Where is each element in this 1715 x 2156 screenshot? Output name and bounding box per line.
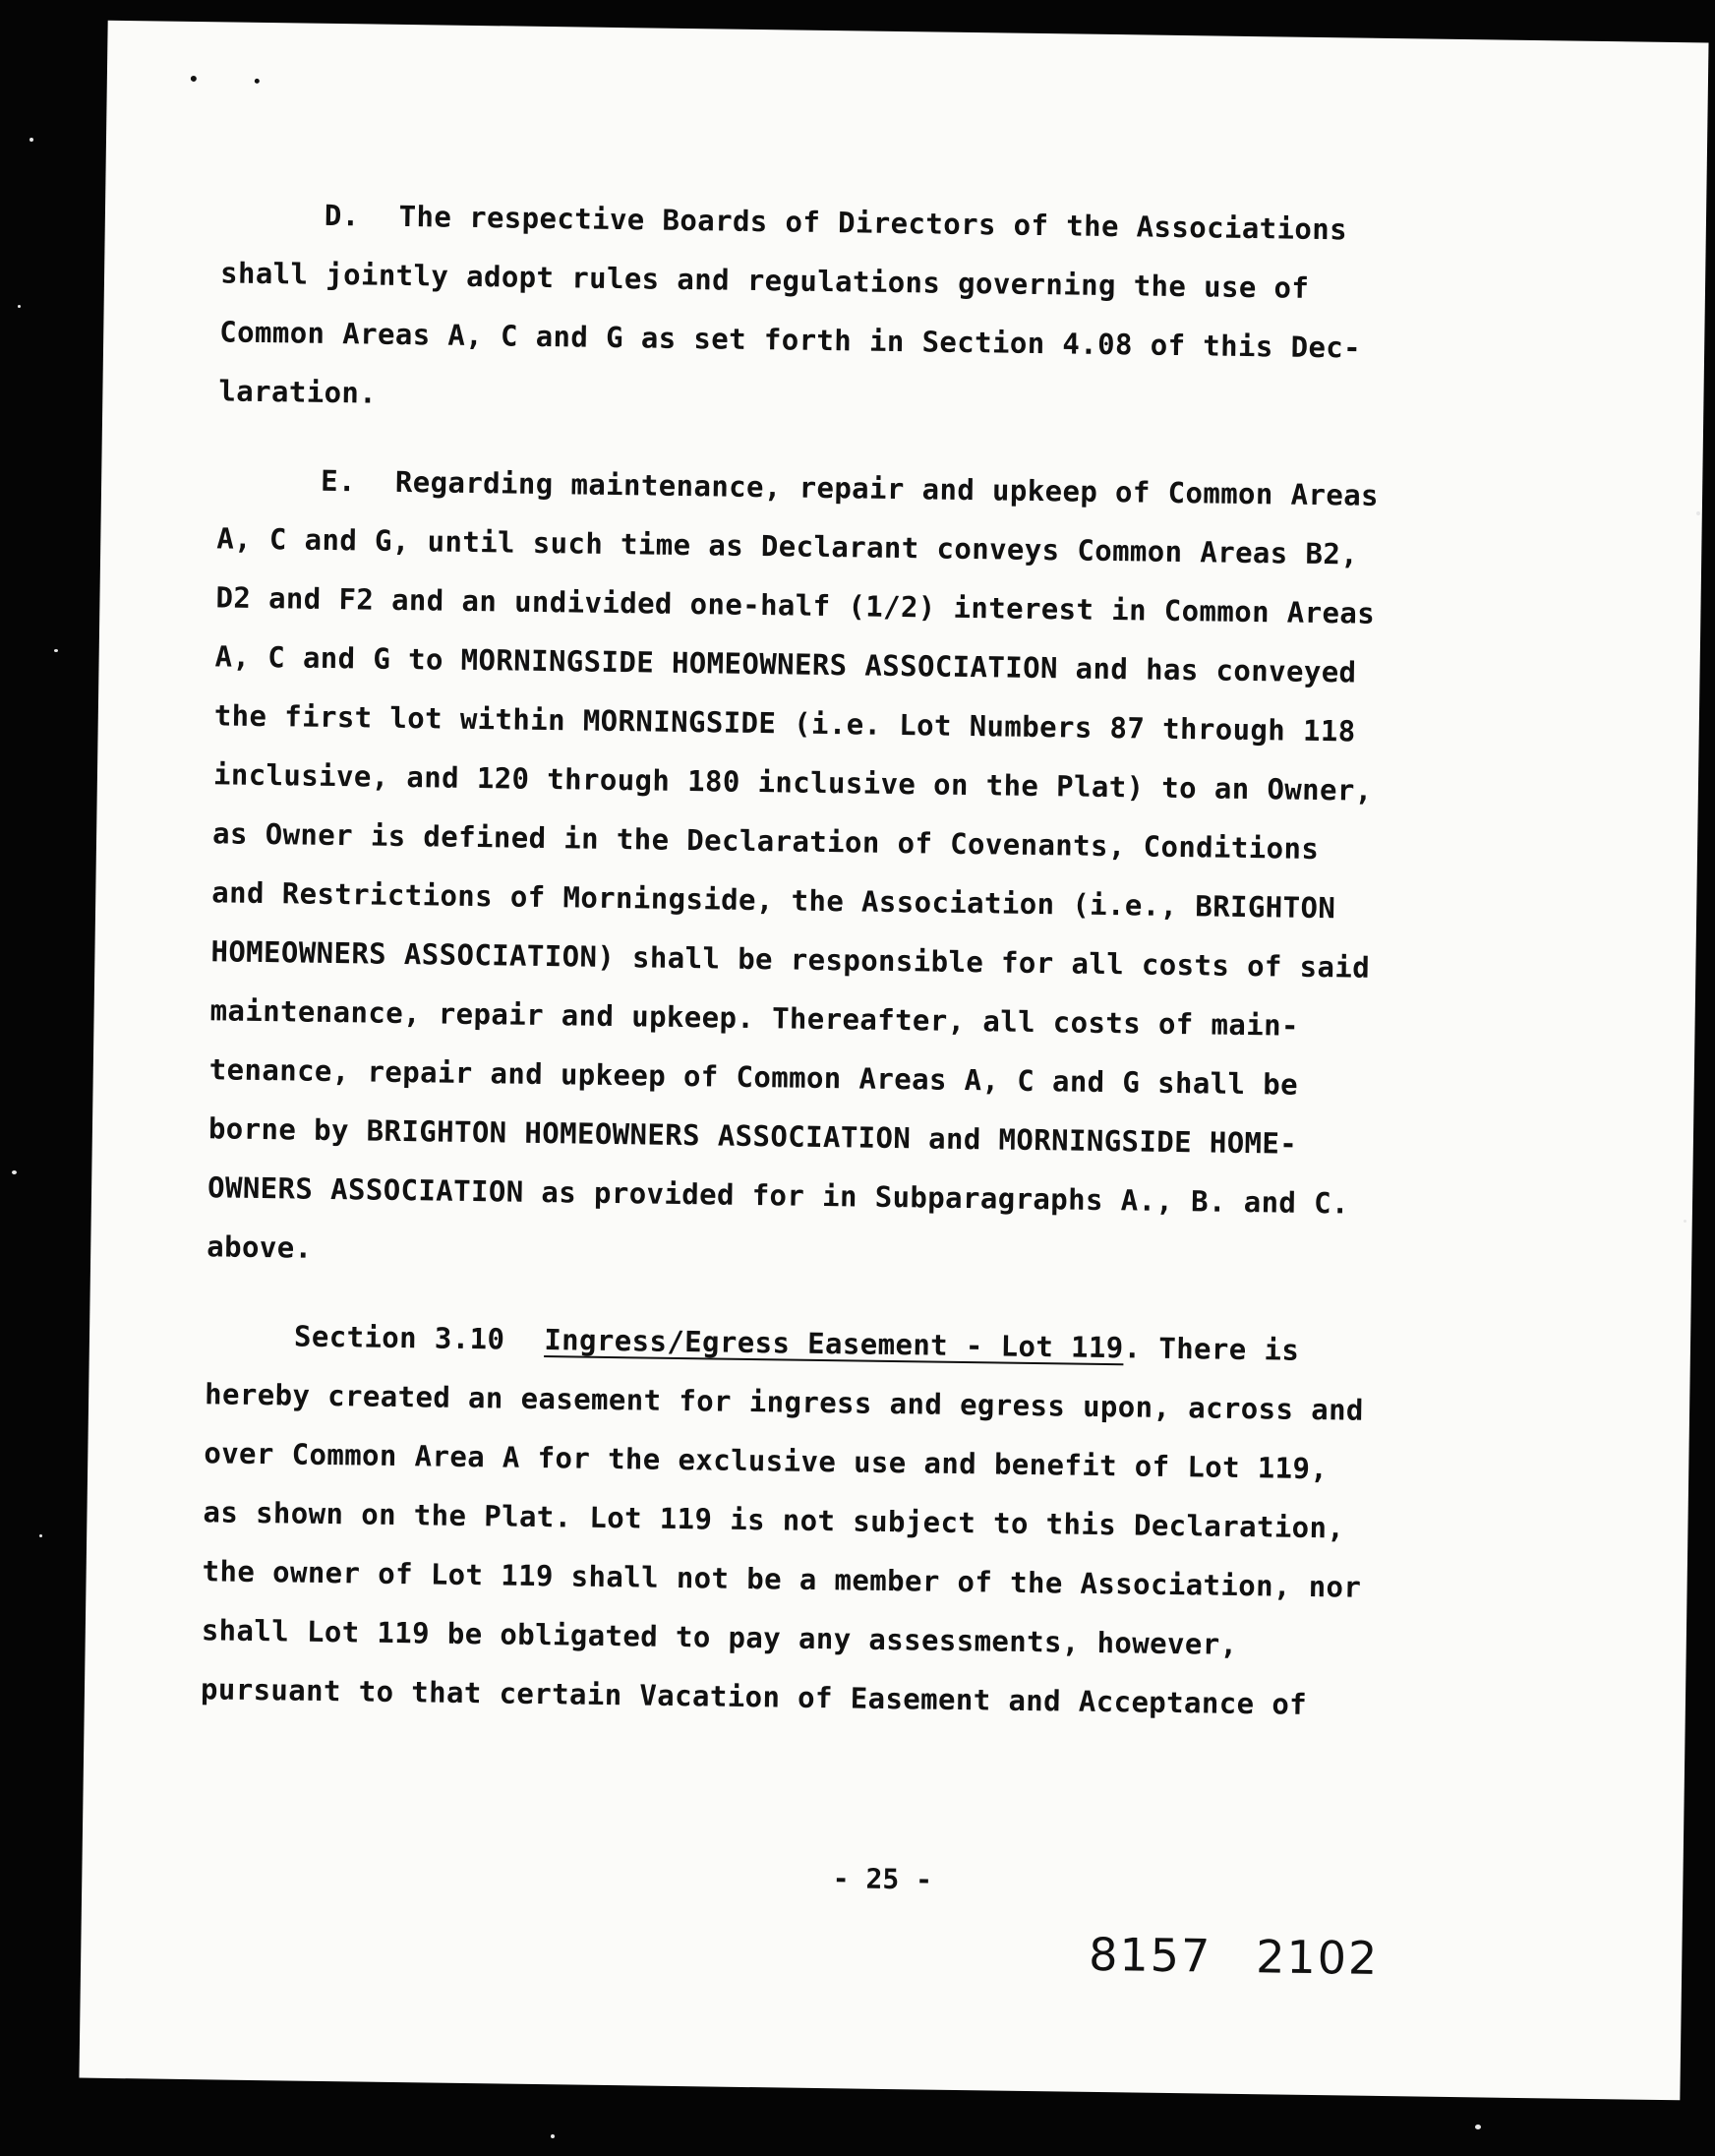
text-line: and Restrictions of Morningside, the Association (i.e., BRIGHTON — [211, 875, 1336, 926]
document-page — [79, 21, 1708, 2101]
scan-noise — [18, 305, 21, 308]
scan-noise — [54, 649, 58, 652]
page-number: - 25 - — [832, 1862, 933, 1896]
scan-noise — [1475, 2125, 1481, 2129]
speck — [191, 76, 197, 82]
text-line: shall jointly adopt rules and regulations governing the use of — [219, 256, 1310, 305]
text-line: A, C and G, until such time as Declarant conveys Common Areas B2, — [216, 521, 1359, 571]
document-body — [200, 184, 1519, 1766]
text-line: as shown on the Plat. Lot 119 is not subject to this Declaration, — [203, 1495, 1345, 1545]
text-line: D2 and F2 and an undivided one-half (1/2) interest in Common Areas — [215, 580, 1376, 630]
section-heading: Ingress/Egress Easement - Lot 119 — [544, 1323, 1124, 1365]
text-line: Regarding maintenance, repair and upkeep of Common Areas — [394, 464, 1380, 512]
section-3-10 — [201, 1305, 1505, 1736]
scan-noise — [39, 1534, 42, 1537]
text-line: Common Areas A, C and G as set forth in Section 4.08 of this Dec- — [219, 315, 1362, 365]
document-number-part: 2102 — [1255, 1930, 1380, 1985]
text-line: laration. — [218, 374, 378, 410]
text-line: hereby created an easement for ingress and egress upon, across and — [204, 1377, 1365, 1427]
scan-noise — [551, 2134, 555, 2138]
text-line: shall Lot 119 be obligated to pay any assessments, however, — [201, 1613, 1238, 1661]
text-line: borne by BRIGHTON HOMEOWNERS ASSOCIATION and MORNINGSIDE HOME- — [207, 1111, 1298, 1161]
text-line: tenance, repair and upkeep of Common Areas A, C and G shall be — [208, 1052, 1299, 1102]
text-line: the first lot within MORNINGSIDE (i.e. Lot Numbers 87 through 118 — [213, 698, 1356, 749]
speck — [255, 79, 260, 84]
scan-noise — [12, 1170, 17, 1174]
scan-noise — [1684, 1220, 1686, 1223]
paragraph-label: D. — [324, 198, 360, 233]
document-number-part: 8157 — [1088, 1927, 1212, 1983]
text-line: A, C and G to MORNINGSIDE HOMEOWNERS ASSOCIATION and has conveyed — [214, 639, 1357, 689]
text-line: maintenance, repair and upkeep. Thereafter, all costs of main- — [209, 993, 1300, 1043]
scan-noise — [1696, 511, 1700, 515]
scan-noise — [30, 138, 33, 142]
text-line: . There is — [1123, 1331, 1300, 1367]
text-line: The respective Boards of Directors of the Associations — [398, 199, 1348, 247]
paragraph-d — [218, 184, 1519, 438]
text-line: over Common Area A for the exclusive use and benefit of Lot 119, — [204, 1436, 1329, 1486]
text-line: the owner of Lot 119 shall not be a member of the Association, nor — [202, 1554, 1362, 1604]
text-line: as Owner is defined in the Declaration of Covenants, Conditions — [211, 816, 1320, 867]
text-line: inclusive, and 120 through 180 inclusive on the Plat) to an Owner, — [212, 757, 1373, 808]
text-line: pursuant to that certain Vacation of Easement and Acceptance of — [200, 1672, 1308, 1721]
section-label: Section 3.10 — [293, 1319, 505, 1356]
text-line: above. — [207, 1229, 313, 1265]
document-number — [1089, 1928, 1380, 1985]
paragraph-e — [207, 449, 1516, 1293]
text-line: OWNERS ASSOCIATION as provided for in Subparagraphs A., B. and C. — [207, 1170, 1350, 1221]
paragraph-label: E. — [320, 463, 357, 499]
text-line: HOMEOWNERS ASSOCIATION) shall be responsible for all costs of said — [210, 934, 1371, 985]
